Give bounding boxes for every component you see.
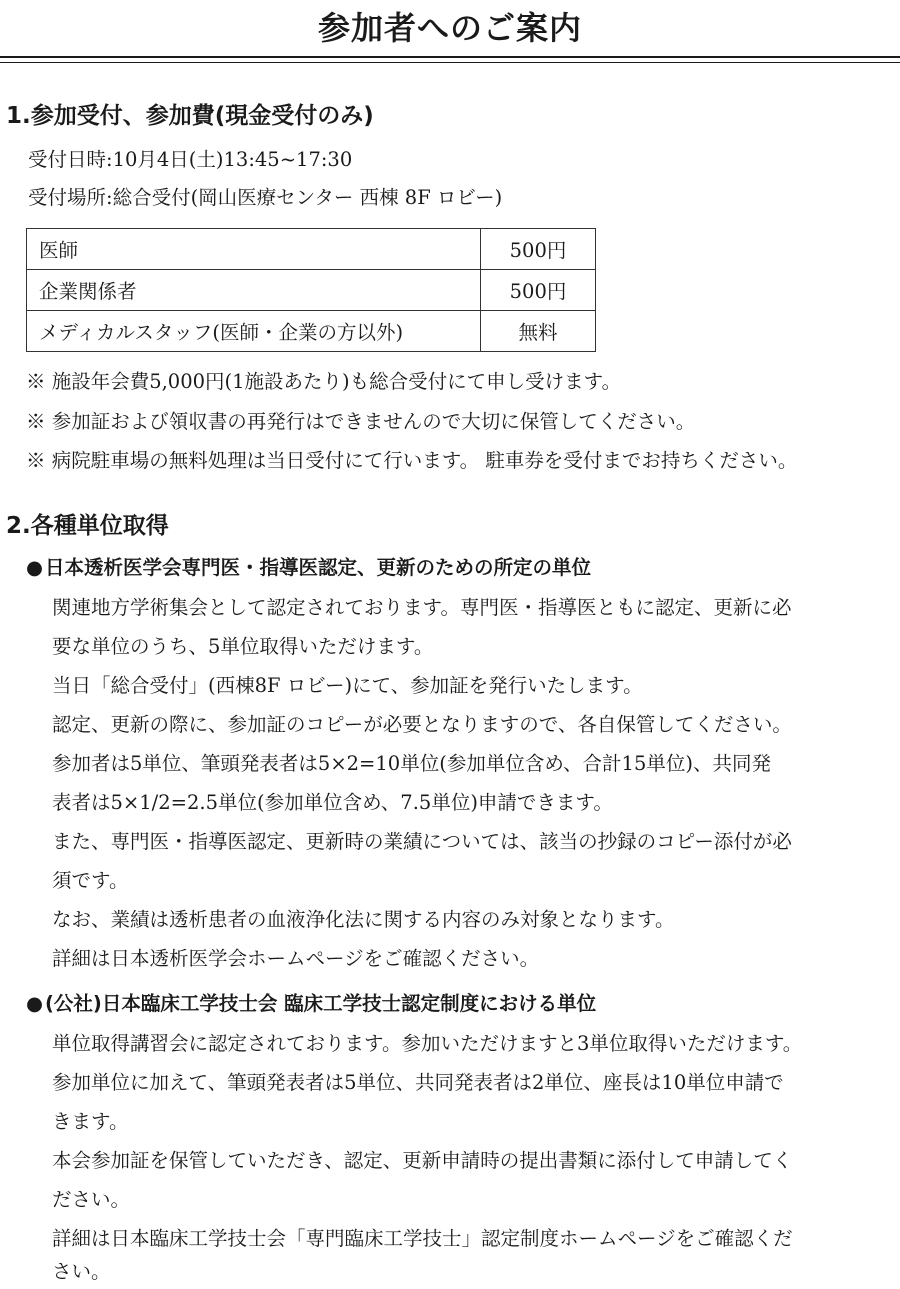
section-1-heading: 1.参加受付、参加費(現金受付のみ) bbox=[6, 103, 374, 129]
reception-place: 受付場所:総合受付(岡山医療センター 西棟 8F ロビー) bbox=[28, 186, 503, 209]
block-2-title: (公社)日本臨床工学技士会 臨床工学技士認定制度における単位 bbox=[45, 992, 597, 1015]
note-parking: ※ 病院駐車場の無料処理は当日受付にて行います。 駐車券を受付までお持ちください。 bbox=[26, 449, 798, 472]
fee-table bbox=[26, 228, 596, 352]
block-2-line: 詳細は日本臨床工学技士会「専門臨床工学技士」認定制度ホームページをご確認くだ bbox=[52, 1227, 793, 1250]
bullet-icon: ● bbox=[26, 992, 44, 1015]
fee-amount-cell: 500円 bbox=[481, 270, 596, 311]
block-1-line: なお、業績は透析患者の血液浄化法に関する内容のみ対象となります。 bbox=[52, 908, 675, 931]
block-1-line: また、専門医・指導医認定、更新時の業績については、該当の抄録のコピー添付が必 bbox=[52, 830, 792, 853]
table-row bbox=[27, 270, 596, 311]
fee-category-cell: 企業関係者 bbox=[27, 270, 481, 311]
title-divider-thin bbox=[0, 62, 900, 63]
table-row bbox=[27, 311, 596, 352]
block-1-line: 表者は5×1/2=2.5単位(参加単位含め、7.5単位)申請できます。 bbox=[52, 791, 613, 814]
bullet-icon: ● bbox=[26, 556, 44, 579]
block-2-line: ださい。 bbox=[52, 1188, 131, 1211]
section-2-heading: 2.各種単位取得 bbox=[6, 513, 169, 539]
reception-time: 受付日時:10月4日(土)13:45~17:30 bbox=[28, 148, 353, 171]
title-divider-thick bbox=[0, 56, 900, 58]
block-1-line: 当日「総合受付」(西棟8F ロビー)にて、参加証を発行いたします。 bbox=[52, 674, 643, 697]
page-title: 参加者へのご案内 bbox=[317, 9, 582, 47]
table-row bbox=[27, 229, 596, 270]
note-annual-fee: ※ 施設年会費5,000円(1施設あたり)も総合受付にて申し受けます。 bbox=[26, 370, 622, 393]
block-2-line: 参加単位に加えて、筆頭発表者は5単位、共同発表者は2単位、座長は10単位申請で bbox=[52, 1071, 784, 1094]
block-2-line: 本会参加証を保管していただき、認定、更新申請時の提出書類に添付して申請してく bbox=[52, 1149, 793, 1172]
block-1-line: 須です。 bbox=[52, 869, 129, 892]
block-1-line: 詳細は日本透析医学会ホームページをご確認ください。 bbox=[52, 947, 540, 970]
block-1-line: 要な単位のうち、5単位取得いただけます。 bbox=[52, 635, 434, 658]
block-2-line: さい。 bbox=[52, 1260, 111, 1283]
fee-category-cell: 医師 bbox=[27, 229, 481, 270]
block-1-line: 関連地方学術集会として認定されております。専門医・指導医ともに認定、更新に必 bbox=[52, 596, 792, 619]
block-1-line: 認定、更新の際に、参加証のコピーが必要となりますので、各自保管してください。 bbox=[52, 713, 792, 736]
block-2-heading bbox=[26, 990, 596, 1018]
fee-amount-cell: 無料 bbox=[481, 311, 596, 352]
block-2-line: きます。 bbox=[52, 1110, 129, 1133]
block-1-heading bbox=[26, 554, 591, 582]
block-1-title: 日本透析医学会専門医・指導医認定、更新のための所定の単位 bbox=[45, 556, 592, 579]
fee-category-cell: メディカルスタッフ(医師・企業の方以外) bbox=[27, 311, 481, 352]
block-1-line: 参加者は5単位、筆頭発表者は5×2=10単位(参加単位含め、合計15単位)、共同発 bbox=[52, 752, 771, 775]
block-2-line: 単位取得講習会に認定されております。参加いただけますと3単位取得いただけます。 bbox=[52, 1032, 803, 1055]
note-reissue: ※ 参加証および領収書の再発行はできませんので大切に保管してください。 bbox=[26, 410, 696, 433]
fee-amount-cell: 500円 bbox=[481, 229, 596, 270]
